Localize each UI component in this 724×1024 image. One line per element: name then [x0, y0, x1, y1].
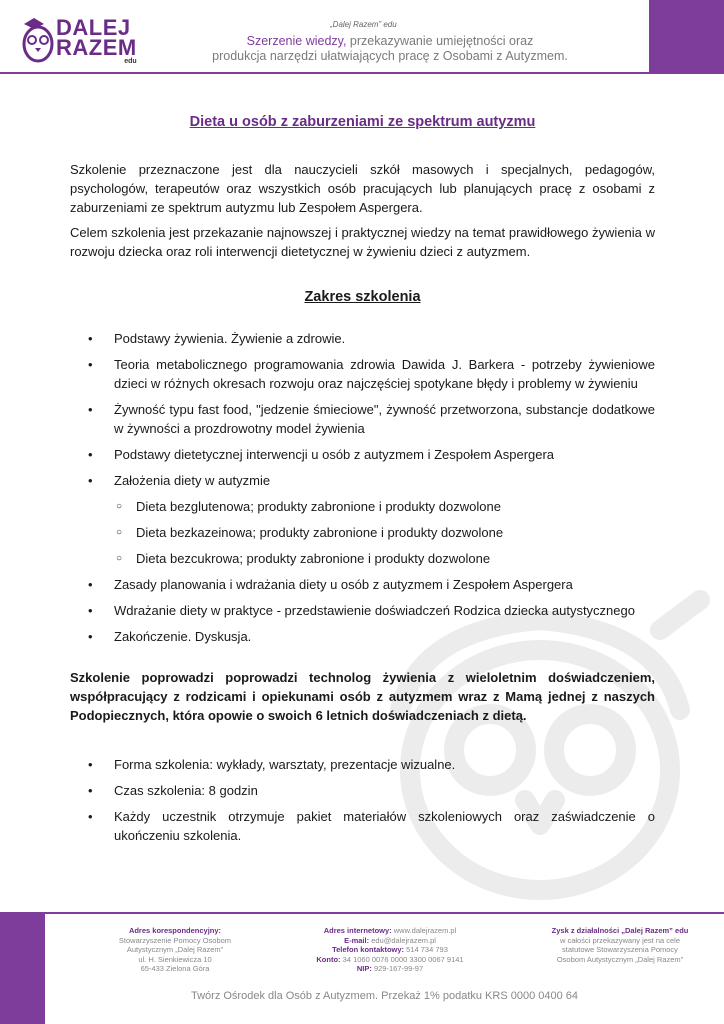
sub-bullet: ○: [116, 501, 123, 512]
sub-list-item: [70, 549, 655, 568]
address-line: 65-433 Zielona Góra: [140, 964, 210, 973]
goal-paragraph: Celem szkolenia jest przekazanie najnowszej i praktycznej wiedzy na temat prawidłowego żywienia w rozwoju dziecka oraz roli interwencji dietetycznej w żywieniu dzieci z autyzmem.: [70, 225, 655, 259]
bullet: •: [88, 577, 93, 592]
nip-value: 929-167-99-97: [373, 964, 424, 973]
nip-label: NIP:: [356, 964, 372, 973]
web-label: Adres internetowy:: [323, 926, 392, 935]
footer-profit: [540, 926, 700, 964]
footer-address: [90, 926, 260, 974]
list-item: [70, 575, 655, 594]
sub-list-item-text: Dieta bezglutenowa; produkty zabronione i produkty dozwolone: [136, 499, 501, 514]
sub-list-item: [70, 523, 655, 542]
list-item: [70, 755, 655, 774]
profit-label: Zysk z działalności „Dalej Razem” edu: [551, 926, 689, 935]
org-name: „Dalej Razem” edu: [330, 20, 397, 29]
email-link[interactable]: edu@dalejrazem.pl: [371, 935, 436, 945]
intro-paragraph: Szkolenie przeznaczone jest dla nauczycieli szkół masowych i specjalnych, pedagogów, psychologów, terapeutów oraz wszystkich osób pracujących lub planujących pracę z osobami z zaburzeniami ze spektrum autyzmu lub Zespołem Aspergera.: [70, 162, 655, 215]
account-label: Konto:: [316, 954, 341, 964]
bullet: •: [88, 603, 93, 618]
scope-title: Zakres szkolenia: [304, 289, 421, 305]
info-list: [70, 755, 655, 845]
list-item: [70, 471, 655, 490]
tagline-rest: przekazywanie umiejętności oraz: [346, 34, 534, 48]
list-item-text: Żywność typu fast food, "jedzenie śmieciowe", żywność przetworzona, substancje dodatkowe w żywności a prozdrowotny model żywienia: [114, 402, 655, 436]
scope-list: [70, 329, 655, 646]
logo-suffix: edu: [124, 58, 137, 65]
list-item-text: Teoria metabolicznego programowania zdrowia Dawida J. Barkera - potrzeby żywieniowe dzieci w różnych okresach rozwoju oraz najczęściej spotykane błędy i problemy w żywieniu: [114, 357, 655, 391]
bullet: •: [88, 357, 93, 372]
footer-contact: [300, 926, 480, 974]
bullet: •: [88, 757, 93, 772]
list-item: [70, 400, 655, 438]
list-item: [70, 329, 655, 348]
tagline-accent: Szerzenie wiedzy,: [246, 34, 347, 48]
web-link[interactable]: www.dalejrazem.pl: [393, 926, 457, 935]
list-item-text: Podstawy żywienia. Żywienie a zdrowie.: [114, 331, 346, 346]
header-accent-block: [649, 0, 724, 74]
profit-line: w całości przekazywany jest na cele: [559, 935, 681, 945]
document-title: Dieta u osób z zaburzeniami ze spektrum autyzmu: [189, 114, 536, 130]
list-item-text: Wdrażanie diety w praktyce - przedstawienie doświadczeń Rodzica dziecka autystycznego: [114, 603, 635, 618]
tagline: [200, 34, 580, 64]
list-item-text: Forma szkolenia: wykłady, warsztaty, prezentacje wizualne.: [114, 757, 456, 772]
page-header: [0, 0, 649, 74]
trainer-paragraph: Szkolenie poprowadzi poprowadzi technolog żywienia z wieloletnim doświadczeniem, współpracujący z rodzicami i opiekunami osób z autyzmem wraz z Mamą jednej z naszych Podopiecznych, która opowie o swoich 6 letnich doświadczeniach z dietą.: [70, 670, 655, 723]
profit-line: statutowe Stowarzyszenia Pomocy: [562, 945, 678, 954]
tagline-line2: produkcja narzędzi ułatwiających pracę z Osobami z Autyzmem.: [212, 49, 568, 63]
profit-line: Osobom Autystycznym „Dalej Razem”: [556, 954, 684, 964]
logo-line2: RAZEM: [56, 35, 137, 60]
bullet: •: [88, 783, 93, 798]
phone-label: Telefon kontaktowy:: [332, 945, 405, 954]
list-item: [70, 807, 655, 845]
list-item-text: Zasady planowania i wdrażania diety u osób z autyzmem i Zespołem Aspergera: [114, 577, 573, 592]
list-item-text: Czas szkolenia: 8 godzin: [114, 783, 258, 798]
bullet: •: [88, 331, 93, 346]
phone-value: 514 734 793: [406, 945, 448, 954]
sub-list-item-text: Dieta bezcukrowa; produkty zabronione i produkty dozwolone: [136, 551, 491, 566]
address-line: Stowarzyszenie Pomocy Osobom: [118, 935, 232, 945]
logo-wordmark: [56, 15, 137, 65]
sub-bullet: ○: [116, 553, 123, 564]
sub-list-item-text: Dieta bezkazeinowa; produkty zabronione i produkty dozwolone: [136, 525, 504, 540]
list-item: [70, 445, 655, 464]
list-item: [70, 601, 655, 620]
list-item: [70, 355, 655, 393]
email-label: E-mail:: [344, 935, 370, 945]
bullet: •: [88, 402, 93, 417]
list-item-text: Podstawy dietetycznej interwencji u osób z autyzmem i Zespołem Aspergera: [114, 447, 555, 462]
address-label: Adres korespondencyjny:: [128, 926, 222, 935]
bullet: •: [88, 809, 93, 824]
footer-divider: [45, 912, 724, 914]
sub-bullet: ○: [116, 527, 123, 538]
sub-list-item: [70, 497, 655, 516]
list-item: [70, 781, 655, 800]
account-value: 34 1060 0076 0000 3300 0067 9141: [342, 954, 464, 964]
address-line: ul. H. Sienkiewicza 10: [138, 954, 212, 964]
bullet: •: [88, 629, 93, 644]
footer-krs-note: Twórz Ośrodek dla Osób z Autyzmem. Przekaż 1% podatku KRS 0000 0400 64: [190, 990, 579, 1002]
list-item-text: Zakończenie. Dyskusja.: [114, 629, 252, 644]
logo-line1: DALEJ: [56, 15, 131, 40]
list-item-text: Każdy uczestnik otrzymuje pakiet materiałów szkoleniowych oraz zaświadczenie o ukończeniu szkolenia.: [114, 809, 655, 843]
list-item: [70, 627, 655, 646]
bullet: •: [88, 447, 93, 462]
bullet: •: [88, 473, 93, 488]
footer-accent-block: [0, 912, 45, 1024]
address-line: Autystycznym „Dalej Razem”: [126, 945, 224, 954]
list-item-text: Założenia diety w autyzmie: [114, 473, 271, 488]
document-body: [70, 114, 655, 852]
